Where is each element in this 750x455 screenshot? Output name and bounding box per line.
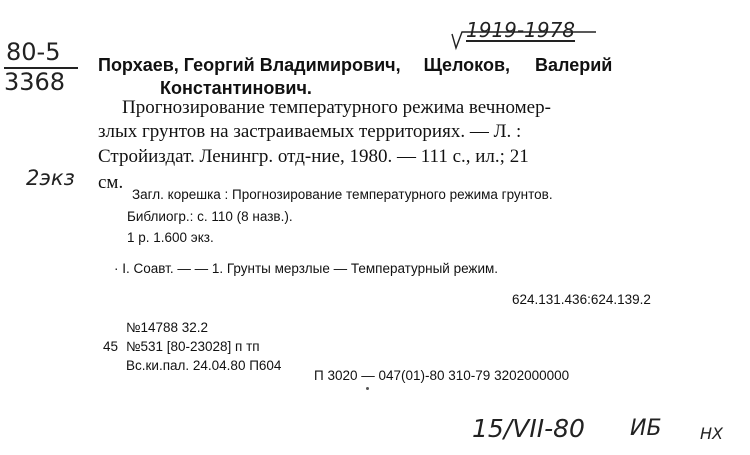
coauthor-surname: Щелоков,: [423, 55, 511, 75]
author-heading-line2: Константинович.: [160, 78, 312, 98]
spine-title-note: Загл. корешка : Прогнозирование температурного режима грунтов.: [132, 187, 553, 202]
service-line-1: №14788 32.2: [126, 320, 209, 335]
coauthor-firstname: Валерий: [535, 55, 613, 75]
title-line-2: злых грунтов на застраиваемых территориях. — Л. :: [98, 121, 522, 142]
price-note: 1 р. 1.600 экз.: [127, 230, 214, 245]
copies-handwritten-note: 2экз: [26, 166, 75, 190]
primary-author: Порхаев, Георгий Владимирович,: [98, 55, 401, 75]
years-bracket-mark: [450, 30, 600, 52]
ink-blot: [366, 387, 369, 390]
tracings-line: · I. Соавт. — — 1. Грунты мерзлые — Температурный режим.: [114, 261, 499, 276]
handwritten-initials-2: НХ: [700, 424, 723, 443]
handwritten-date: 15/VII-80: [472, 414, 585, 443]
shelfmark-bottom: 3368: [4, 68, 66, 96]
handwritten-years: 1919-1978: [466, 18, 576, 42]
imprint-line: Стройиздат. Ленингр. отд-ние, 1980. — 111 с., ил.; 21: [98, 146, 529, 167]
shelfmark-top: 80-5: [6, 38, 61, 66]
title-line-1: Прогнозирование температурного режима вечномер-: [122, 97, 551, 118]
size-line: см.: [98, 172, 124, 193]
handwritten-initials-1: ИБ: [630, 416, 662, 441]
service-line-2-prefix: 45: [103, 339, 119, 354]
author-heading-line1: [98, 55, 612, 76]
service-line-2: №531 [80-23028] п тп: [126, 339, 260, 354]
service-line-4: П 3020 — 047(01)-80 310-79 3202000000: [314, 368, 570, 383]
udc-number: 624.131.436:624.139.2: [512, 292, 651, 307]
bibliography-note: Библиогр.: с. 110 (8 назв.).: [127, 209, 293, 224]
service-line-3: Вс.ки.пал. 24.04.80 П604: [126, 358, 282, 373]
